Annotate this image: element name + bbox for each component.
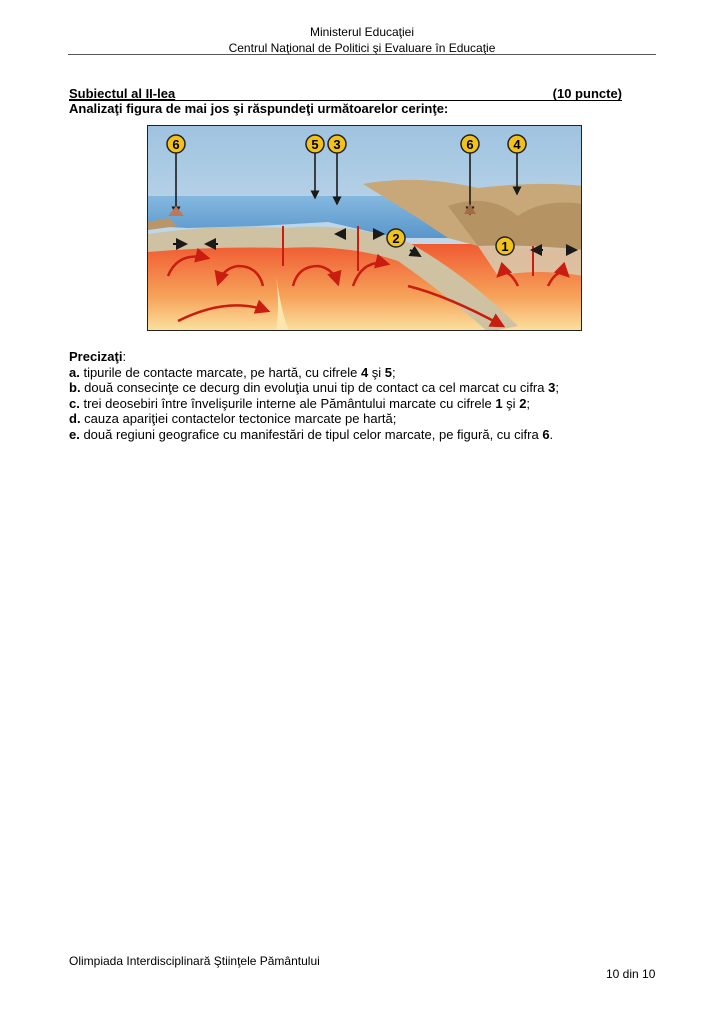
svg-text:5: 5 [311, 137, 319, 152]
marker-6-left [167, 135, 185, 153]
task-b [69, 380, 669, 396]
marker-5 [306, 135, 324, 153]
marker-6-right [461, 135, 479, 153]
task-letter: b. [69, 380, 81, 396]
tectonic-diagram [148, 126, 582, 331]
task-text: . [549, 426, 554, 442]
svg-text:6: 6 [172, 137, 180, 152]
task-text: două consecinţe ce decurg din evoluţia unui tip de contact ca cel marcat cu cifra [80, 380, 549, 396]
svg-text:2: 2 [392, 231, 400, 246]
task-text: ; [392, 364, 396, 380]
task-c [69, 396, 669, 412]
tasks-section [69, 349, 669, 443]
task-letter: d. [69, 411, 81, 427]
header-ministry: Ministerul Educaţiei [309, 25, 415, 39]
task-text: cauza apariţiei contactelor tectonice marcate pe hartă; [80, 411, 397, 427]
task-text: şi [502, 395, 520, 411]
tasks-title-colon: : [122, 349, 127, 364]
task-letter: e. [69, 426, 80, 442]
marker-4 [508, 135, 526, 153]
marker-1 [496, 237, 514, 255]
header-center: Centrul Naţional de Politici şi Evaluare în Educaţie [228, 41, 496, 55]
task-a [69, 365, 669, 381]
subject-points: (10 puncte) [552, 86, 622, 101]
task-text: ; [555, 380, 559, 396]
task-d [69, 411, 669, 427]
task-number: 1 [495, 395, 503, 411]
task-letter: c. [69, 395, 80, 411]
tasks-title: Precizaţi [69, 349, 123, 364]
task-text: tipurile de contacte marcate, pe hartă, cu cifrele [79, 364, 361, 380]
instruction-text: Analizaţi figura de mai jos şi răspundeţi următoarelor cerinţe: [69, 101, 449, 116]
marker-2 [387, 229, 405, 247]
marker-3 [328, 135, 346, 153]
header-divider [68, 54, 656, 55]
svg-text:6: 6 [466, 137, 474, 152]
task-text: şi [368, 364, 385, 380]
task-letter: a. [69, 364, 80, 380]
footer-page-number: 10 din 10 [606, 967, 656, 981]
task-text: ; [526, 395, 531, 411]
task-text: două regiuni geografice cu manifestări de tipul celor marcate, pe figură, cu cifra [79, 426, 543, 442]
task-number: 4 [360, 364, 369, 380]
tectonic-figure [147, 125, 582, 331]
task-number: 3 [548, 380, 556, 396]
task-number: 2 [519, 395, 527, 411]
task-e [69, 427, 669, 443]
svg-text:3: 3 [333, 137, 341, 152]
subject-title: Subiectul al II-lea [69, 86, 176, 101]
task-text: trei deosebiri între învelişurile interne ale Pământului marcate cu cifrele [79, 395, 496, 411]
page-header [0, 24, 724, 56]
task-number: 6 [542, 426, 550, 442]
svg-text:4: 4 [513, 137, 521, 152]
svg-text:1: 1 [501, 239, 509, 254]
tasks-heading [69, 349, 669, 365]
footer-olympiad: Olimpiada Interdisciplinară Ştiinţele Pământului [69, 954, 320, 968]
task-number: 5 [384, 364, 393, 380]
